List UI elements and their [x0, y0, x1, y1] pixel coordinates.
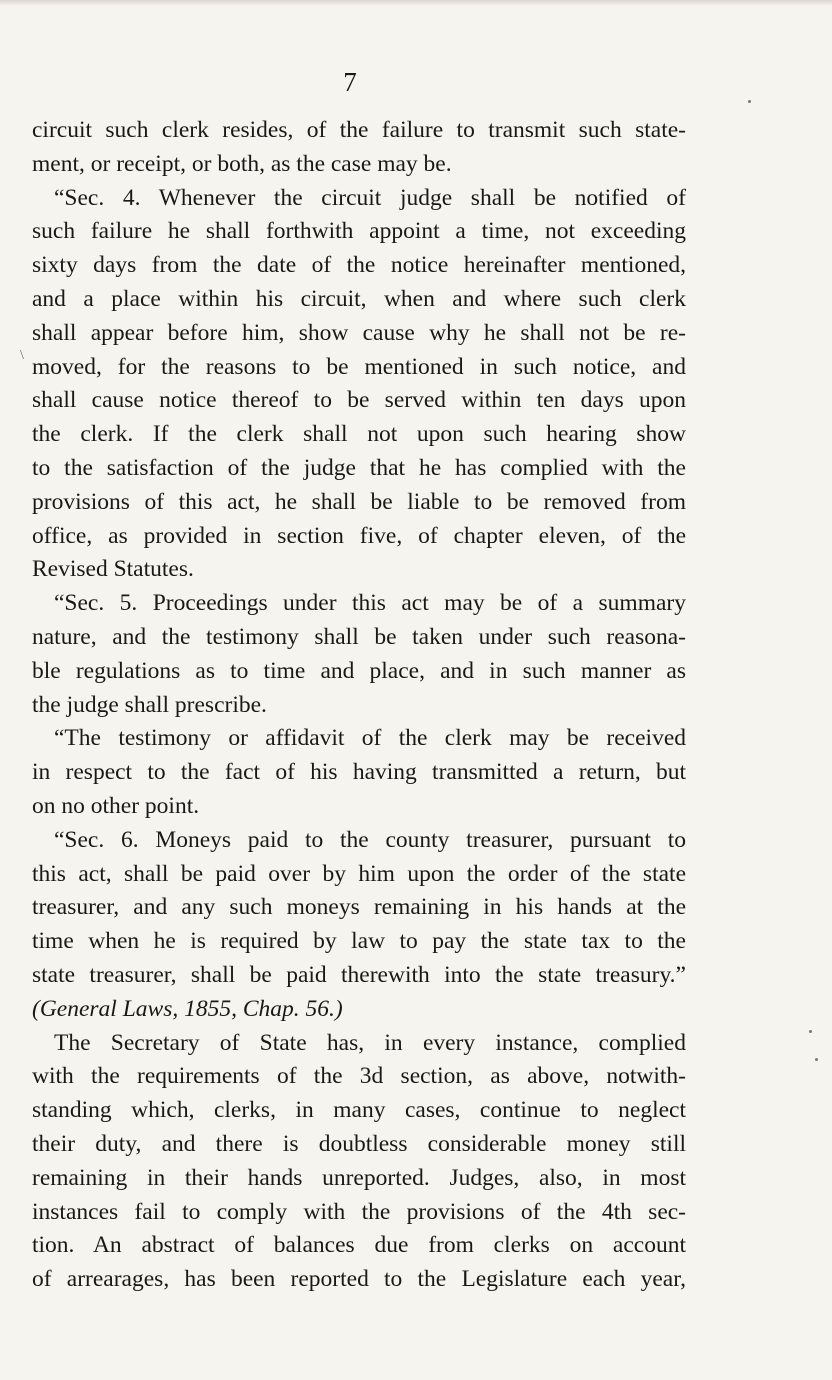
- text-line: ble regulations as to time and place, and in such manner as: [32, 657, 686, 684]
- text-line: shall appear before him, show cause why he shall not be re-: [32, 319, 686, 346]
- text-line: this act, shall be paid over by him upon the order of the state: [32, 860, 686, 887]
- body-text: [32, 114, 686, 1297]
- text-line: circuit such clerk resides, of the failure to transmit such state-: [32, 117, 686, 143]
- text-line: Revised Statutes.: [32, 556, 194, 583]
- text-line: office, as provided in section five, of chapter eleven, of the: [32, 522, 686, 549]
- scan-speck: [748, 100, 751, 103]
- text-line: ment, or receipt, or both, as the case may be.: [32, 150, 452, 177]
- scan-speck: [809, 1030, 812, 1033]
- text-line: shall cause notice thereof to be served within ten days upon: [32, 387, 686, 414]
- text-line: nature, and the testimony shall be taken under such reasona-: [32, 623, 686, 650]
- text-line: of arrearages, has been reported to the Legislature each year,: [32, 1266, 686, 1293]
- text-line: and a place within his circuit, when and where such clerk: [32, 285, 686, 312]
- scan-edge-shadow: [0, 0, 832, 6]
- citation-line: (General Laws, 1855, Chap. 56.): [32, 995, 343, 1022]
- text-line: the clerk. If the clerk shall not upon such hearing show: [32, 421, 686, 448]
- text-line: such failure he shall forthwith appoint a time, not exceeding: [32, 218, 686, 245]
- text-line: instances fail to comply with the provisions of the 4th sec-: [32, 1198, 686, 1225]
- text-line: moved, for the reasons to be mentioned in such notice, and: [32, 353, 686, 380]
- text-line: provisions of this act, he shall be liable to be removed from: [32, 488, 686, 515]
- text-line: “Sec. 5. Proceedings under this act may be of a summary: [54, 590, 686, 617]
- text-line: to the satisfaction of the judge that he has complied with the: [32, 454, 686, 481]
- text-line: treasurer, and any such moneys remaining in his hands at the: [32, 894, 686, 921]
- text-line: “Sec. 4. Whenever the circuit judge shall be notified of: [54, 184, 686, 211]
- text-line: “The testimony or affidavit of the clerk may be received: [54, 725, 686, 752]
- margin-mark: \: [20, 348, 24, 363]
- text-line: on no other point.: [32, 792, 200, 819]
- text-line: The Secretary of State has, in every instance, complied: [54, 1029, 686, 1056]
- page-number: 7: [343, 67, 357, 97]
- text-line: tion. An abstract of balances due from clerks on account: [32, 1232, 686, 1259]
- text-line: in respect to the fact of his having transmitted a return, but: [32, 759, 686, 786]
- text-line: time when he is required by law to pay the state tax to the: [32, 928, 686, 955]
- scan-speck: [815, 1058, 818, 1061]
- text-line: their duty, and there is doubtless considerable money still: [32, 1130, 686, 1157]
- text-line: remaining in their hands unreported. Judges, also, in most: [32, 1164, 686, 1191]
- text-line: “Sec. 6. Moneys paid to the county treasurer, pursuant to: [54, 826, 686, 853]
- text-line: with the requirements of the 3d section, as above, notwith-: [32, 1063, 686, 1090]
- text-line: the judge shall prescribe.: [32, 691, 267, 718]
- text-line: standing which, clerks, in many cases, continue to neglect: [32, 1097, 686, 1124]
- text-line: state treasurer, shall be paid therewith into the state treasury.”: [32, 961, 686, 988]
- text-line: sixty days from the date of the notice hereinafter mentioned,: [32, 252, 686, 279]
